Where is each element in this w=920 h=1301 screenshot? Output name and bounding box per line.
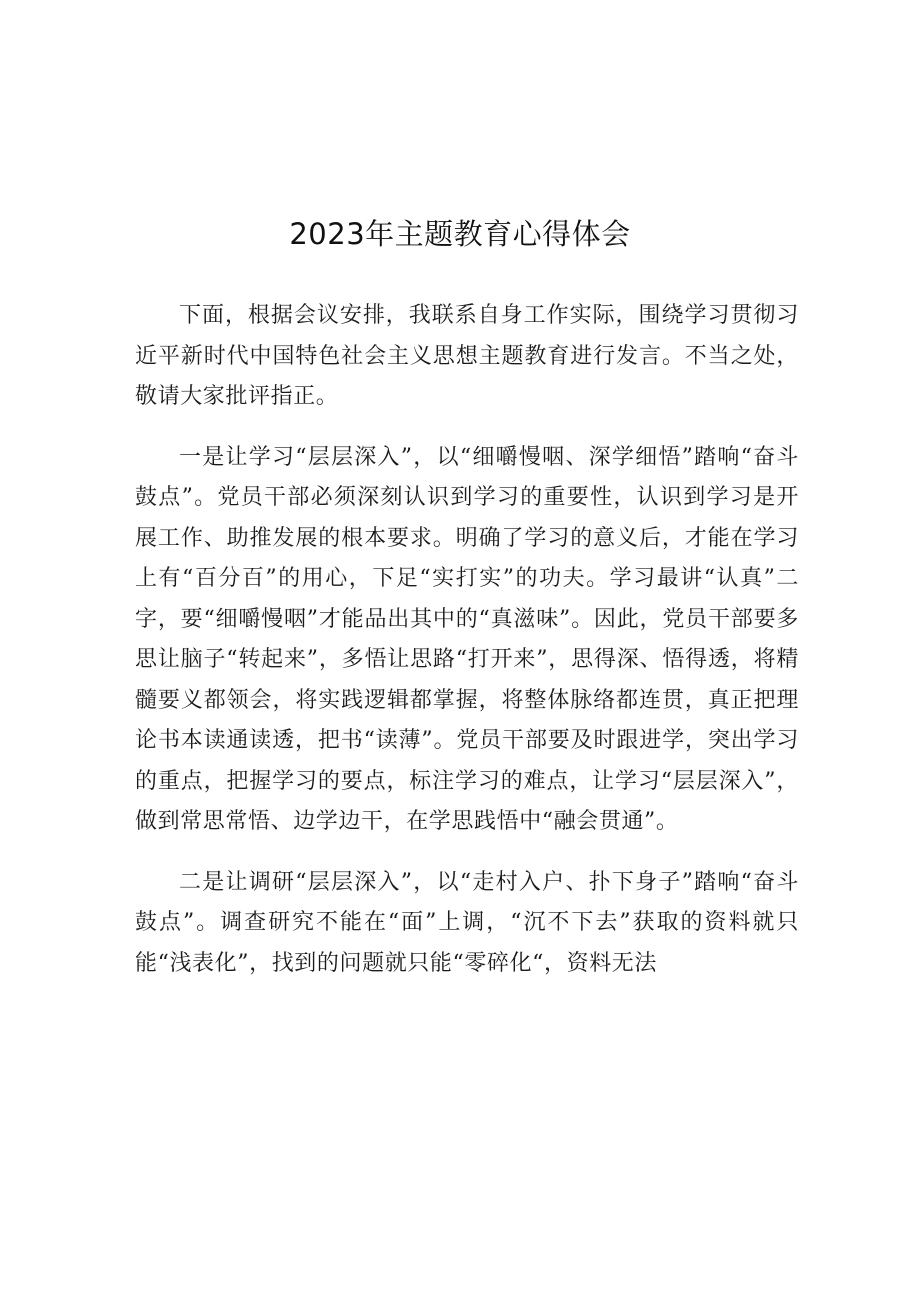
document-title: 2023年主题教育心得体会 bbox=[289, 217, 631, 251]
paragraph-intro: 下面，根据会议安排，我联系自身工作实际，围绕学习贯彻习近平新时代中国特色社会主义思想主题教育进行发言。不当之处，敬请大家批评指正。 bbox=[135, 303, 799, 409]
document-body bbox=[135, 296, 799, 1004]
paragraph-study: 一是让学习“层层深入”，以“细嚼慢咽、深学细悟”踏响“奋斗鼓点”。党员干部必须深刻认识到学习的重要性，认识到学习是开展工作、助推发展的根本要求。明确了学习的意义后，才能在学习上有“百分百”的用心，下足“实打实”的功夫。学习最讲“认真”二字，要“细嚼慢咽”才能品出其中的“真滋味”。因此，党员干部要多思让脑子“转起来”，多悟让思路“打开来”，思得深、悟得透，将精髓要义都领会，将实践逻辑都掌握，将整体脉络都连贯，真正把理论书本读通读透，把书“读薄”。党员干部要及时跟进学，突出学习的重点，把握学习的要点，标注学习的难点，让学习“层层深入”，做到常思常悟、边学边干，在学思践悟中“融会贯通”。 bbox=[135, 444, 799, 834]
paragraph-research: 二是让调研“层层深入”，以“走村入户、扑下身子”踏响“奋斗鼓点”。调查研究不能在“面”上调，“沉不下去”获取的资料就只能“浅表化”，找到的问题就只能“零碎化“，资料无法 bbox=[135, 869, 799, 976]
